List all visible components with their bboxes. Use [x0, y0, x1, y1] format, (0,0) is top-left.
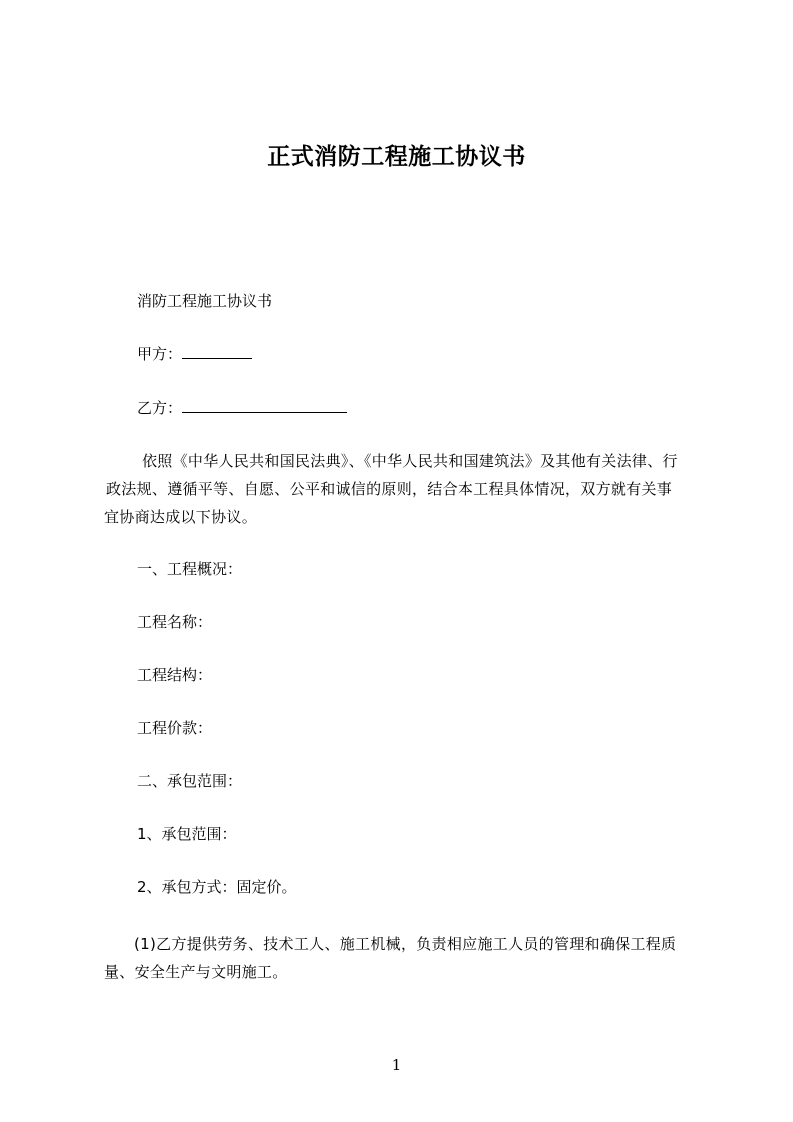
party-a-blank: [182, 344, 252, 359]
preamble-line-3: 宜协商达成以下协议。: [104, 508, 258, 526]
preamble-paragraph: [104, 447, 714, 531]
page-number: 1: [391, 1056, 402, 1074]
preamble-line-2: 政法规、遵循平等、自愿、公平和诚信的原则，结合本工程具体情况，双方就有关事: [106, 480, 673, 498]
party-b-label: 乙方：: [137, 399, 183, 417]
section-1-heading: 一、工程概况：: [137, 560, 243, 578]
clause-1-line-2: 量、安全生产与文明施工。: [104, 963, 288, 981]
project-price-label: 工程价款：: [137, 719, 213, 737]
party-a-label: 甲方：: [137, 345, 183, 363]
party-a-line: [137, 344, 252, 364]
party-b-blank: [182, 398, 347, 413]
clause-1-line-1: (1)乙方提供劳务、技术工人、施工机械，负责相应施工人员的管理和确保工程质: [134, 935, 677, 953]
project-name-label: 工程名称：: [137, 613, 213, 631]
item-2: 2、承包方式：固定价。: [137, 878, 297, 896]
document-title: 正式消防工程施工协议书: [267, 144, 526, 170]
section-2-heading: 二、承包范围：: [137, 772, 243, 790]
clause-1-paragraph: [104, 930, 714, 986]
preamble-line-1: 依照《中华人民共和国民法典》、《中华人民共和国建筑法》及其他有关法律、行: [142, 452, 678, 470]
party-b-line: [137, 398, 347, 418]
item-1: 1、承包范围：: [137, 825, 237, 843]
project-structure-label: 工程结构：: [137, 666, 213, 684]
document-subtitle: 消防工程施工协议书: [137, 292, 273, 310]
